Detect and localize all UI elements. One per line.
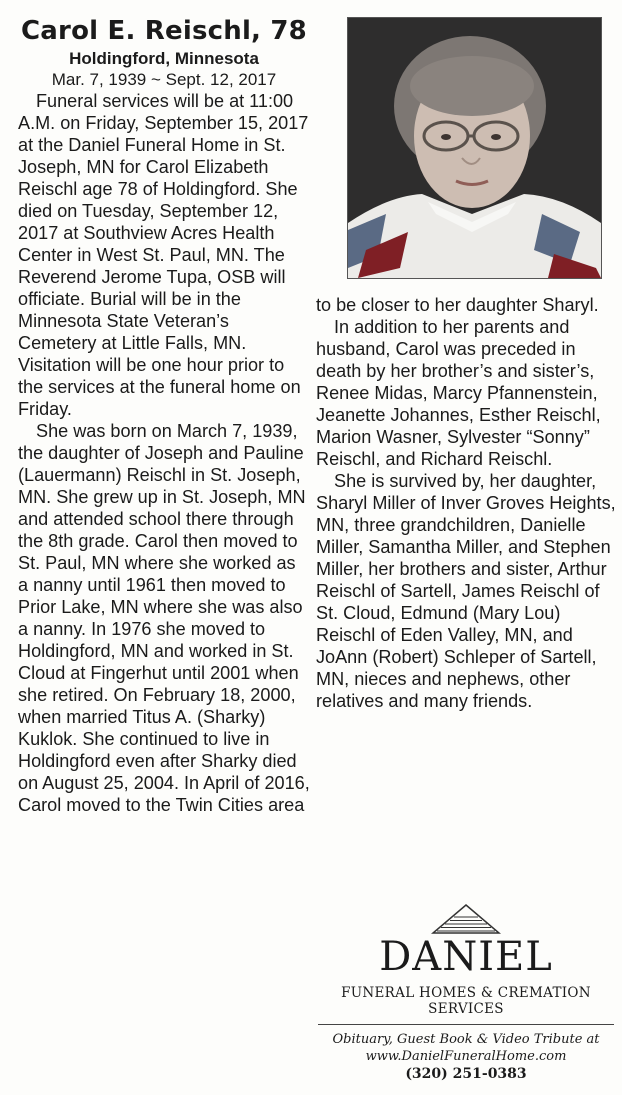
left-column: [18, 16, 310, 816]
funeral-home-logo: [316, 903, 616, 1082]
deceased-name: Carol E. Reischl, 78: [21, 16, 307, 46]
paragraph-move-continued: to be closer to her daughter Sharyl.: [316, 295, 599, 315]
paragraph-survived-by: She is survived by, her daughter, Sharyl Miller of Inver Groves Heights, MN, three grandchildren, Danielle Miller, Samantha Miller, and Stephen Miller, her brothers and sister, Arthur Reischl of Sartell, James Reischl of St. Cloud, Edmund (Mary Lou) Reischl of Eden Valley, MN, and JoAnn (Robert) Schleper of Sartell, MN, nieces and nephews, other relatives and many friends.: [316, 471, 616, 711]
funeral-home-phone: (320) 251-0383: [405, 1066, 527, 1082]
obituary-text-left: [18, 90, 310, 816]
divider: [318, 1024, 614, 1025]
funeral-home-website: www.DanielFuneralHome.com: [365, 1049, 567, 1064]
tribute-tagline: Obituary, Guest Book & Video Tribute at: [332, 1032, 600, 1047]
paragraph-funeral-services: Funeral services will be at 11:00 A.M. on Friday, September 15, 2017 at the Daniel Funeral Home in St. Joseph, MN for Carol Elizabeth Reischl age 78 of Holdingford. She died on Tuesday, September 12, 2017 at Southview Acres Health Center in West St. Paul, MN. The Reverend Jerome Tupa, OSB will officiate. Burial will be in the Minnesota State Veteran’s Cemetery at Little Falls, MN. Visitation will be one hour prior to the services at the funeral home on Friday.: [18, 91, 309, 419]
funeral-home-services: FUNERAL HOMES & CREMATION SERVICES: [341, 985, 591, 1017]
deceased-location: Holdingford, Minnesota: [69, 49, 259, 68]
paragraph-biography: She was born on March 7, 1939, the daughter of Joseph and Pauline (Lauermann) Reischl in St. Joseph, MN. She grew up in St. Joseph, MN and attended school there through the 8th grade. Carol then moved to St. Paul, MN where she worked as a nanny until 1961 then moved to Prior Lake, MN where she was also a nanny. In 1976 she moved to Holdingford, MN and worked in St. Cloud at Fingerhut until 2001 when she retired. On February 18, 2000, when married Titus A. (Sharky) Kuklok. She continued to live in Holdingford even after Sharky died on August 25, 2004. In April of 2016, Carol moved to the Twin Cities area: [18, 421, 310, 815]
funeral-home-brand: DANIEL: [379, 934, 553, 980]
right-column: [316, 294, 616, 712]
paragraph-preceded-in-death: In addition to her parents and husband, Carol was preceded in death by her brother’s and sister’s, Renee Midas, Marcy Pfannenstein, Jeanette Johannes, Esther Reischl, Marion Wasner, Sylvester “Sonny” Reischl, and Richard Reischl.: [316, 317, 601, 469]
roof-icon: [431, 903, 501, 937]
life-dates: Mar. 7, 1939 ~ Sept. 12, 2017: [51, 70, 277, 89]
portrait-photo: [347, 17, 602, 279]
